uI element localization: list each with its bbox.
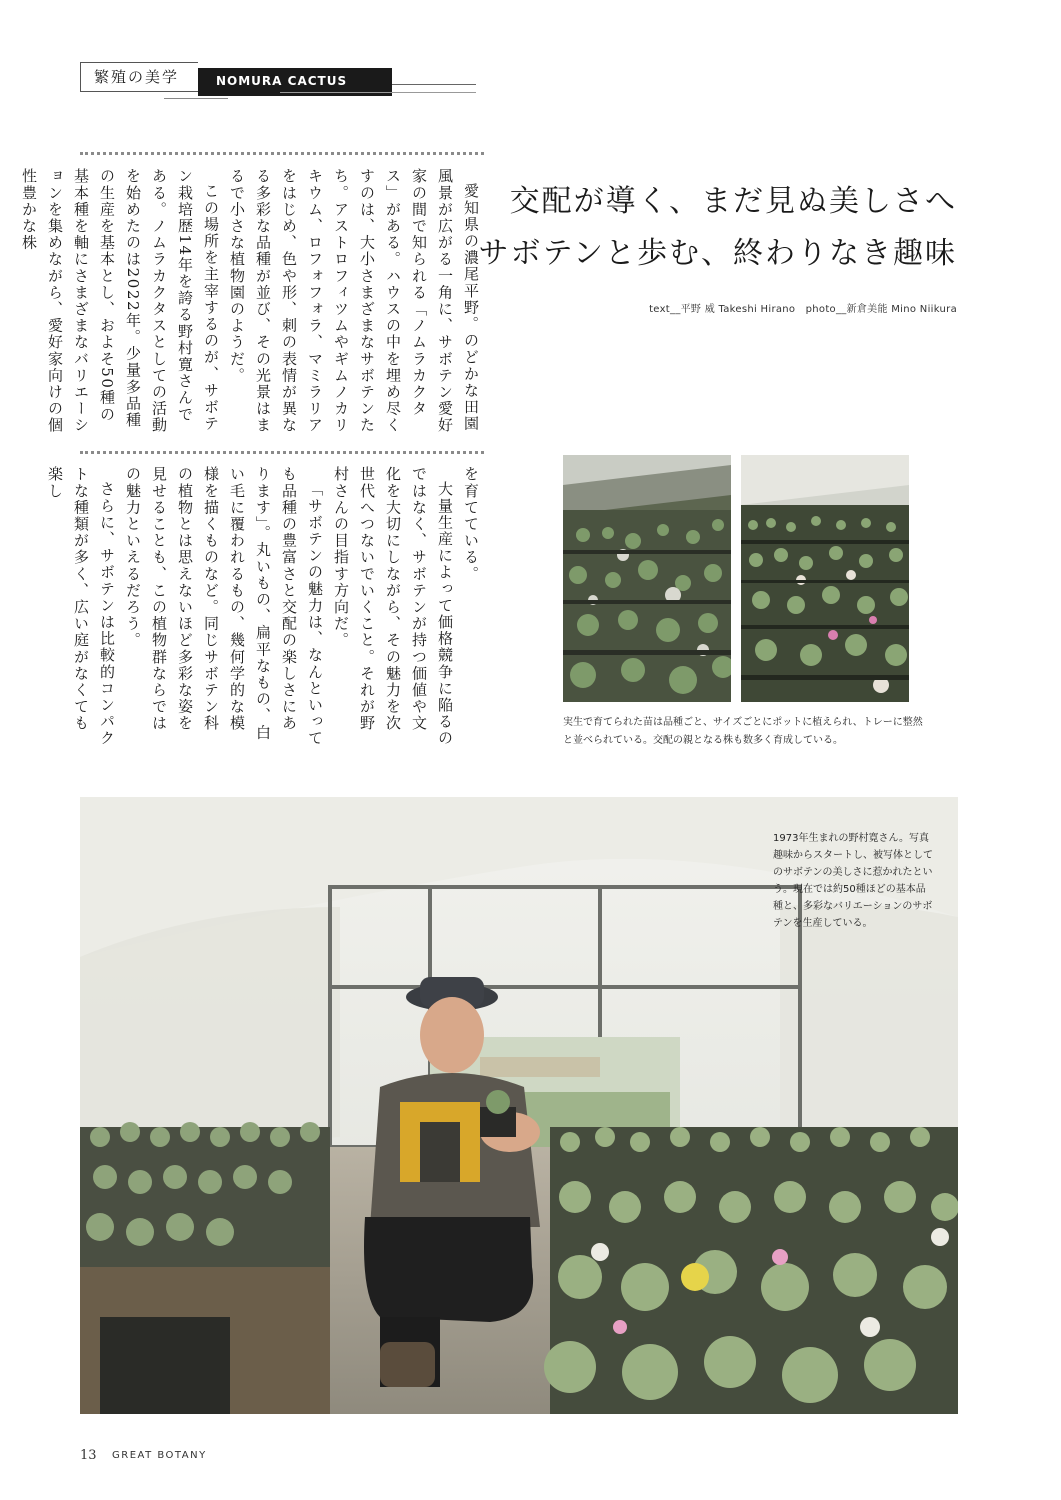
series-title: 繁殖の美学 (94, 68, 180, 86)
headline-line: サボテンと歩む、終わりなき趣味 (478, 236, 957, 271)
photo-caption: 実生で育てられた苗は品種ごと、サイズごとにポットに植えられ、トレーに整然と並べられている。交配の親となる株も数多く育成している。 (563, 717, 923, 746)
dotted-divider (80, 451, 484, 454)
paragraph: を育てている。 (462, 466, 480, 583)
photo-cactus-trays-left (563, 455, 731, 702)
paragraph: この場所を主宰するのが、サボテン栽培歴14年を誇る野村寛さんである。ノムラカクタスとしての活動を始めたのは2022年。少量多品種の生産を基本とし、およそ50種の基本種を軸にさまざまなバリエーションを集めながら、愛好家向けの個性豊かな株 (20, 168, 220, 434)
section-tag: NOMURA CACTUS (198, 68, 392, 96)
header-rule (164, 98, 228, 99)
photo-caption: 1973年生まれの野村寛さん。写真趣味からスタートし、被写体としてのサボテンの美しさに惹かれたという。現在では約50種ほどの基本品種と、多彩なバリエーションのサボテンを生産している。 (773, 833, 933, 929)
body-text-bottom (46, 466, 484, 748)
page-number: 13 (80, 1448, 97, 1463)
section-header (80, 62, 410, 96)
dotted-divider (80, 152, 484, 155)
paragraph: 愛知県の濃尾平野。のどかな田園風景が広がる一角に、サボテン愛好家の間で知られる「ノムラカクタス」がある。ハウスの中を埋め尽くすのは、大小さまざまなサボテンたち。アストロフィツムやギムノカリキウム、ロフォフォラ、マミラリアをはじめ、色や形、刺の表情が異なる多彩な品種が並び、その光景はまるで小さな植物園のようだ。 (228, 168, 480, 434)
photo-cactus-trays-right (741, 455, 909, 702)
paragraph: 「サボテンの魅力は、なんといっても品種の豊富さと交配の楽しさにあります」。丸いもの、扁平なもの、白い毛に覆われるもの、幾何学的な模様を描くものなど。同じサボテン科の植物とは思えないほど多彩な姿を見せることも、この植物群ならではの魅力といえるだろう。 (124, 466, 324, 747)
header-rule (392, 84, 476, 85)
paragraph: さらに、サボテンは比較的コンパクトな種類が多く、広い庭がなくても楽し (46, 466, 116, 747)
paragraph: 大量生産によって価格競争に陥るのではなく、サボテンが持つ価値や文化を大切にしながら、その魅力を次世代へつないでいくこと。それが野村さんの目指す方向だ。 (332, 466, 454, 747)
byline: text__平野 威 Takeshi Hirano photo__新倉美能 Mino Niikura (649, 304, 957, 315)
body-text-top (20, 168, 484, 438)
headline-line: 交配が導く、まだ見ぬ美しさへ (509, 184, 957, 219)
article-headline (479, 176, 958, 280)
header-rule (280, 92, 476, 93)
magazine-name: GREAT BOTANY (112, 1450, 207, 1461)
